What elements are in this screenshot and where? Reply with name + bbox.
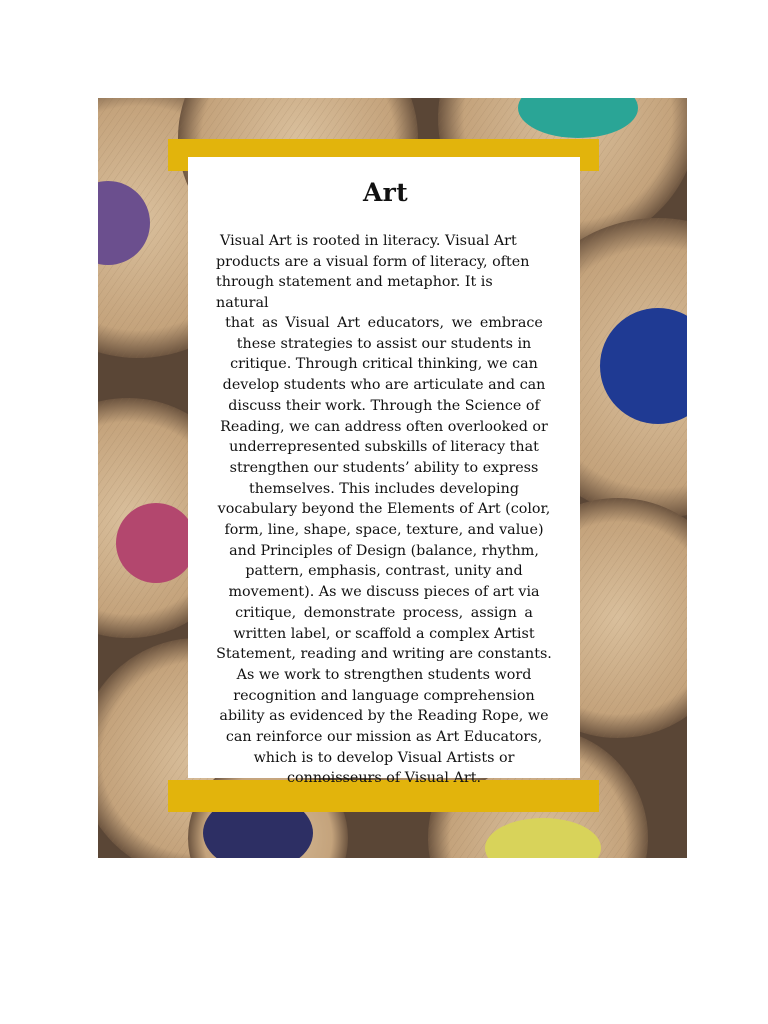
body-line: movement). As we discuss pieces of art via	[228, 584, 540, 601]
body-line: develop students who are articulate and can	[222, 377, 546, 394]
body-line: pattern, emphasis, contrast, unity and	[245, 563, 523, 580]
body-line: form, line, shape, space, texture, and value)	[224, 522, 544, 539]
body-line: Reading, we can address often overlooked or	[220, 418, 548, 435]
page-title-text: Art	[362, 178, 409, 207]
intro-line: through statement and metaphor. It is	[216, 274, 493, 291]
body-line: As we work to strengthen students word	[236, 666, 532, 683]
body-line: discuss their work. Through the Science of	[228, 397, 540, 414]
intro-line: Visual Art is rooted in literacy. Visual Art	[220, 233, 517, 249]
body-line: Statement, reading and writing are constants.	[216, 646, 552, 663]
body-paragraph	[214, 313, 554, 789]
body-line: can reinforce our mission as Art Educators,	[225, 729, 543, 746]
intro-line: products are a visual form of literacy, often	[216, 253, 530, 270]
body-line: strengthen our students’ ability to express	[229, 459, 539, 476]
body-line: written label, or scaffold a complex Artist	[233, 625, 535, 642]
body-line: underrepresented subskills of literacy that	[229, 439, 539, 456]
page-title	[0, 178, 768, 207]
body-line: recognition and language comprehension	[233, 687, 535, 704]
body-line: and Principles of Design (balance, rhythm,	[229, 542, 539, 559]
body-line: that as Visual Art educators, we embrace	[225, 315, 543, 331]
body-line: themselves. This includes developing	[249, 480, 519, 497]
intro-line: natural	[216, 295, 269, 312]
body-line: critique. Through critical thinking, we can	[230, 356, 538, 373]
body-line: these strategies to assist our students in	[236, 335, 532, 352]
body-line: which is to develop Visual Artists or	[253, 749, 515, 766]
body-line: connoisseurs of Visual Art.	[287, 770, 481, 787]
body-line: critique, demonstrate process, assign a	[235, 604, 533, 621]
intro-paragraph	[216, 231, 536, 314]
body-line: vocabulary beyond the Elements of Art (color,	[217, 501, 551, 518]
body-line: ability as evidenced by the Reading Rope, we	[219, 708, 549, 725]
